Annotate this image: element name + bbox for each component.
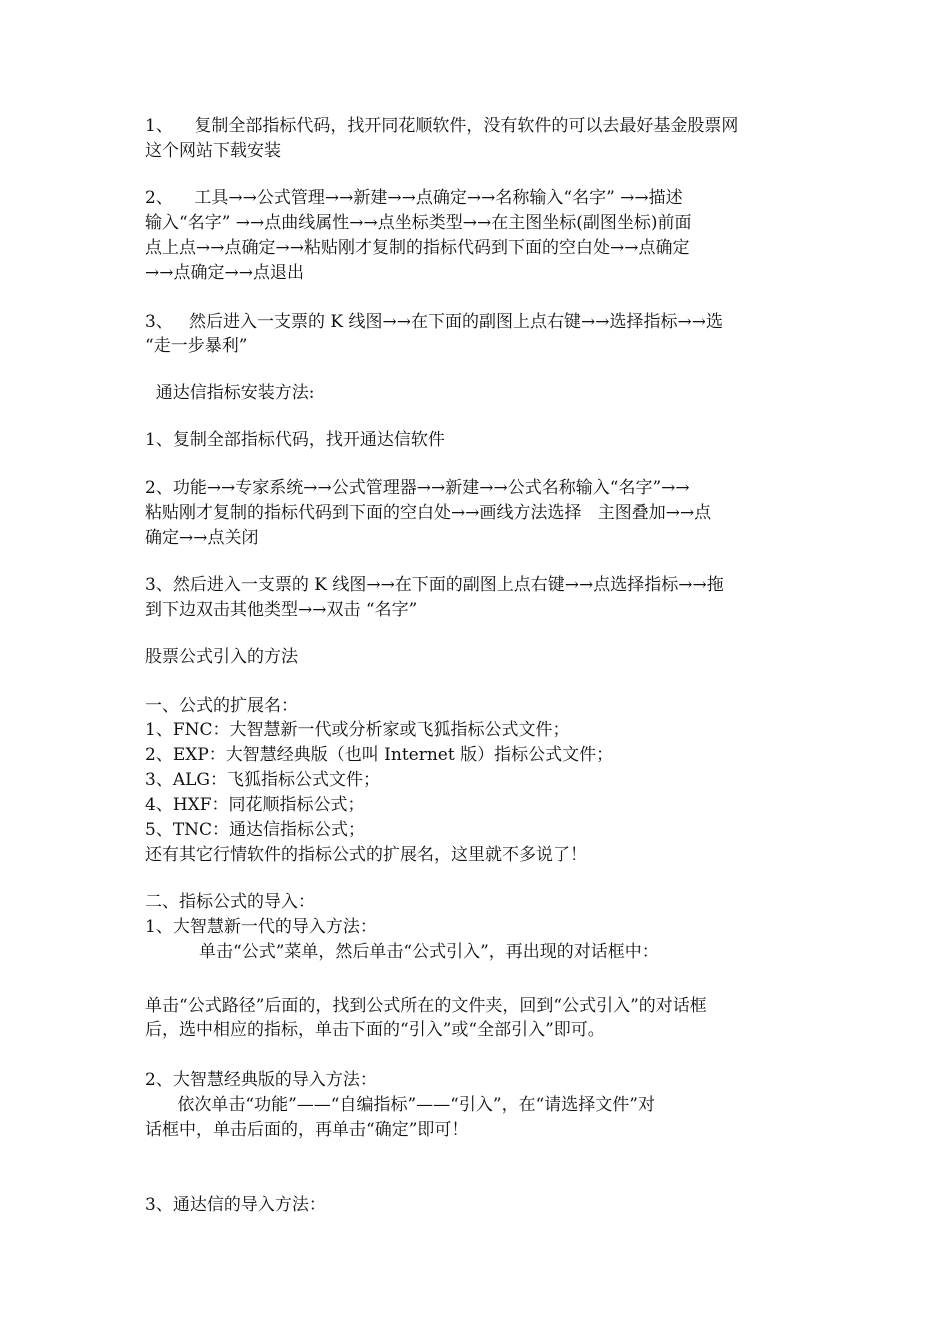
list-item: 2、EXP：大智慧经典版（也叫 Internet 版）指标公式文件；	[145, 745, 614, 765]
list-item: 3、ALG：飞狐指标公式文件；	[145, 770, 380, 790]
text-line: 单击“公式”菜单，然后单击“公式引入”，再出现的对话框中：	[145, 942, 659, 962]
text-line: 话框中，单击后面的，再单击“确定”即可！	[145, 1120, 469, 1140]
list-item: 4、HXF：同花顺指标公式；	[145, 795, 365, 815]
text-line: “走一步暴利”	[145, 336, 248, 356]
text-line: 粘贴刚才复制的指标代码到下面的空白处→→画线方法选择 主图叠加→→点	[145, 503, 712, 523]
text-line: 输入“名字” →→点曲线属性→→点坐标类型→→在主图坐标(副图坐标)前面	[145, 213, 692, 233]
text-line: 点上点→→点确定→→粘贴刚才复制的指标代码到下面的空白处→→点确定	[145, 238, 690, 258]
list-item: 1、大智慧新一代的导入方法：	[145, 917, 377, 937]
text-line: 2、功能→→专家系统→→公式管理器→→新建→→公式名称输入“名字”→→	[145, 478, 690, 498]
section-heading: 二、指标公式的导入：	[145, 892, 315, 912]
list-item: 3、通达信的导入方法：	[145, 1195, 326, 1215]
text-line: 1、复制全部指标代码，找开通达信软件	[145, 430, 445, 450]
text-line: 1、 复制全部指标代码，找开同花顺软件，没有软件的可以去最好基金股票网	[145, 116, 739, 136]
text-line: 这个网站下载安装	[145, 141, 281, 161]
text-line: 还有其它行情软件的指标公式的扩展名，这里就不多说了！	[145, 845, 587, 865]
text-line: 2、 工具→→公式管理→→新建→→点确定→→名称输入“名字” →→描述	[145, 188, 683, 208]
text-line: 3、然后进入一支票的 K 线图→→在下面的副图上点右键→→点选择指标→→拖	[145, 575, 724, 595]
text-line: 确定→→点关闭	[145, 528, 259, 548]
text-line: 到下边双击其他类型→→双击 “名字”	[145, 600, 418, 620]
section-heading: 一、公式的扩展名：	[145, 696, 298, 716]
text-line: →→点确定→→点退出	[145, 263, 304, 283]
text-line: 单击“公式路径”后面的，找到公式所在的文件夹，回到“公式引入”的对话框	[145, 996, 707, 1016]
list-item: 5、TNC：通达信指标公式；	[145, 820, 366, 840]
list-item: 1、FNC：大智慧新一代或分析家或飞狐指标公式文件；	[145, 720, 570, 740]
text-line: 依次单击“功能”——“自编指标”——“引入”，在“请选择文件”对	[145, 1095, 655, 1115]
section-heading: 通达信指标安装方法:	[145, 383, 315, 403]
list-item: 2、大智慧经典版的导入方法：	[145, 1070, 377, 1090]
section-heading: 股票公式引入的方法	[145, 647, 298, 667]
text-line: 后，选中相应的指标，单击下面的“引入”或“全部引入”即可。	[145, 1020, 605, 1040]
text-line: 3、 然后进入一支票的 K 线图→→在下面的副图上点右键→→选择指标→→选	[145, 312, 723, 332]
